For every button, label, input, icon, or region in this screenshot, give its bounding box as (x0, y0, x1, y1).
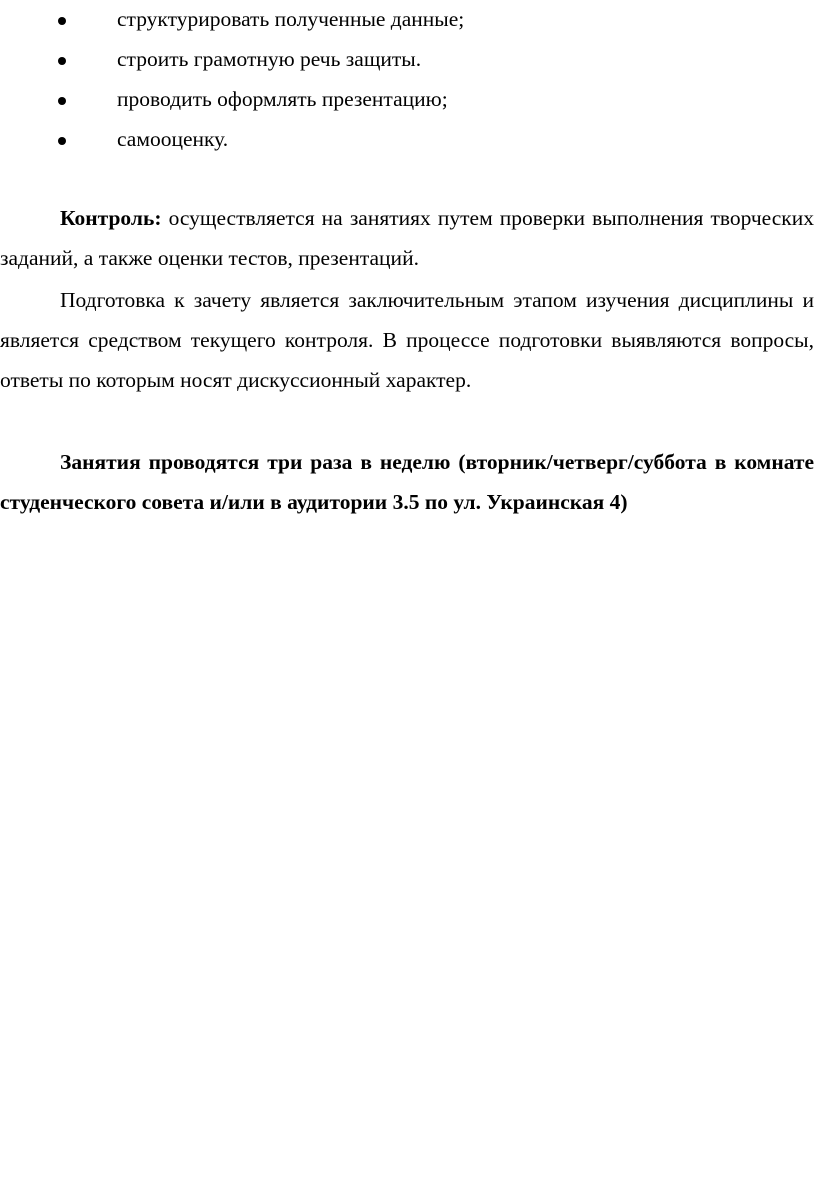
schedule-paragraph: Занятия проводятся три раза в неделю (вторник/четверг/суббота в комнате студенческого совета и/или в аудитории 3.5 по ул. Украинская 4) (0, 450, 814, 514)
bullet-dot-icon (58, 17, 66, 25)
list-item (0, 124, 816, 154)
list-item-text: проводить оформлять презентацию; (117, 87, 448, 111)
list-item (0, 44, 816, 74)
control-paragraph (0, 198, 814, 278)
bullet-dot-icon (58, 57, 66, 65)
control-label: Контроль: (60, 206, 162, 230)
preparation-paragraph: Подготовка к зачету является заключительным этапом изучения дисциплины и является средством текущего контроля. В процессе подготовки выявляются вопросы, ответы по которым носят дискуссионный характер. (0, 288, 814, 392)
list-item-text: строить грамотную речь защиты. (117, 47, 422, 71)
list-item (0, 84, 816, 114)
list-item-text: структурировать полученные данные; (117, 7, 465, 31)
list-item-text: самооценку. (117, 127, 229, 151)
bullet-dot-icon (58, 137, 66, 145)
control-text: осуществляется на занятиях путем проверки выполнения творческих заданий, а также оценки тестов, презентаций. (0, 206, 814, 270)
list-item (0, 4, 816, 34)
bullet-dot-icon (58, 97, 66, 105)
